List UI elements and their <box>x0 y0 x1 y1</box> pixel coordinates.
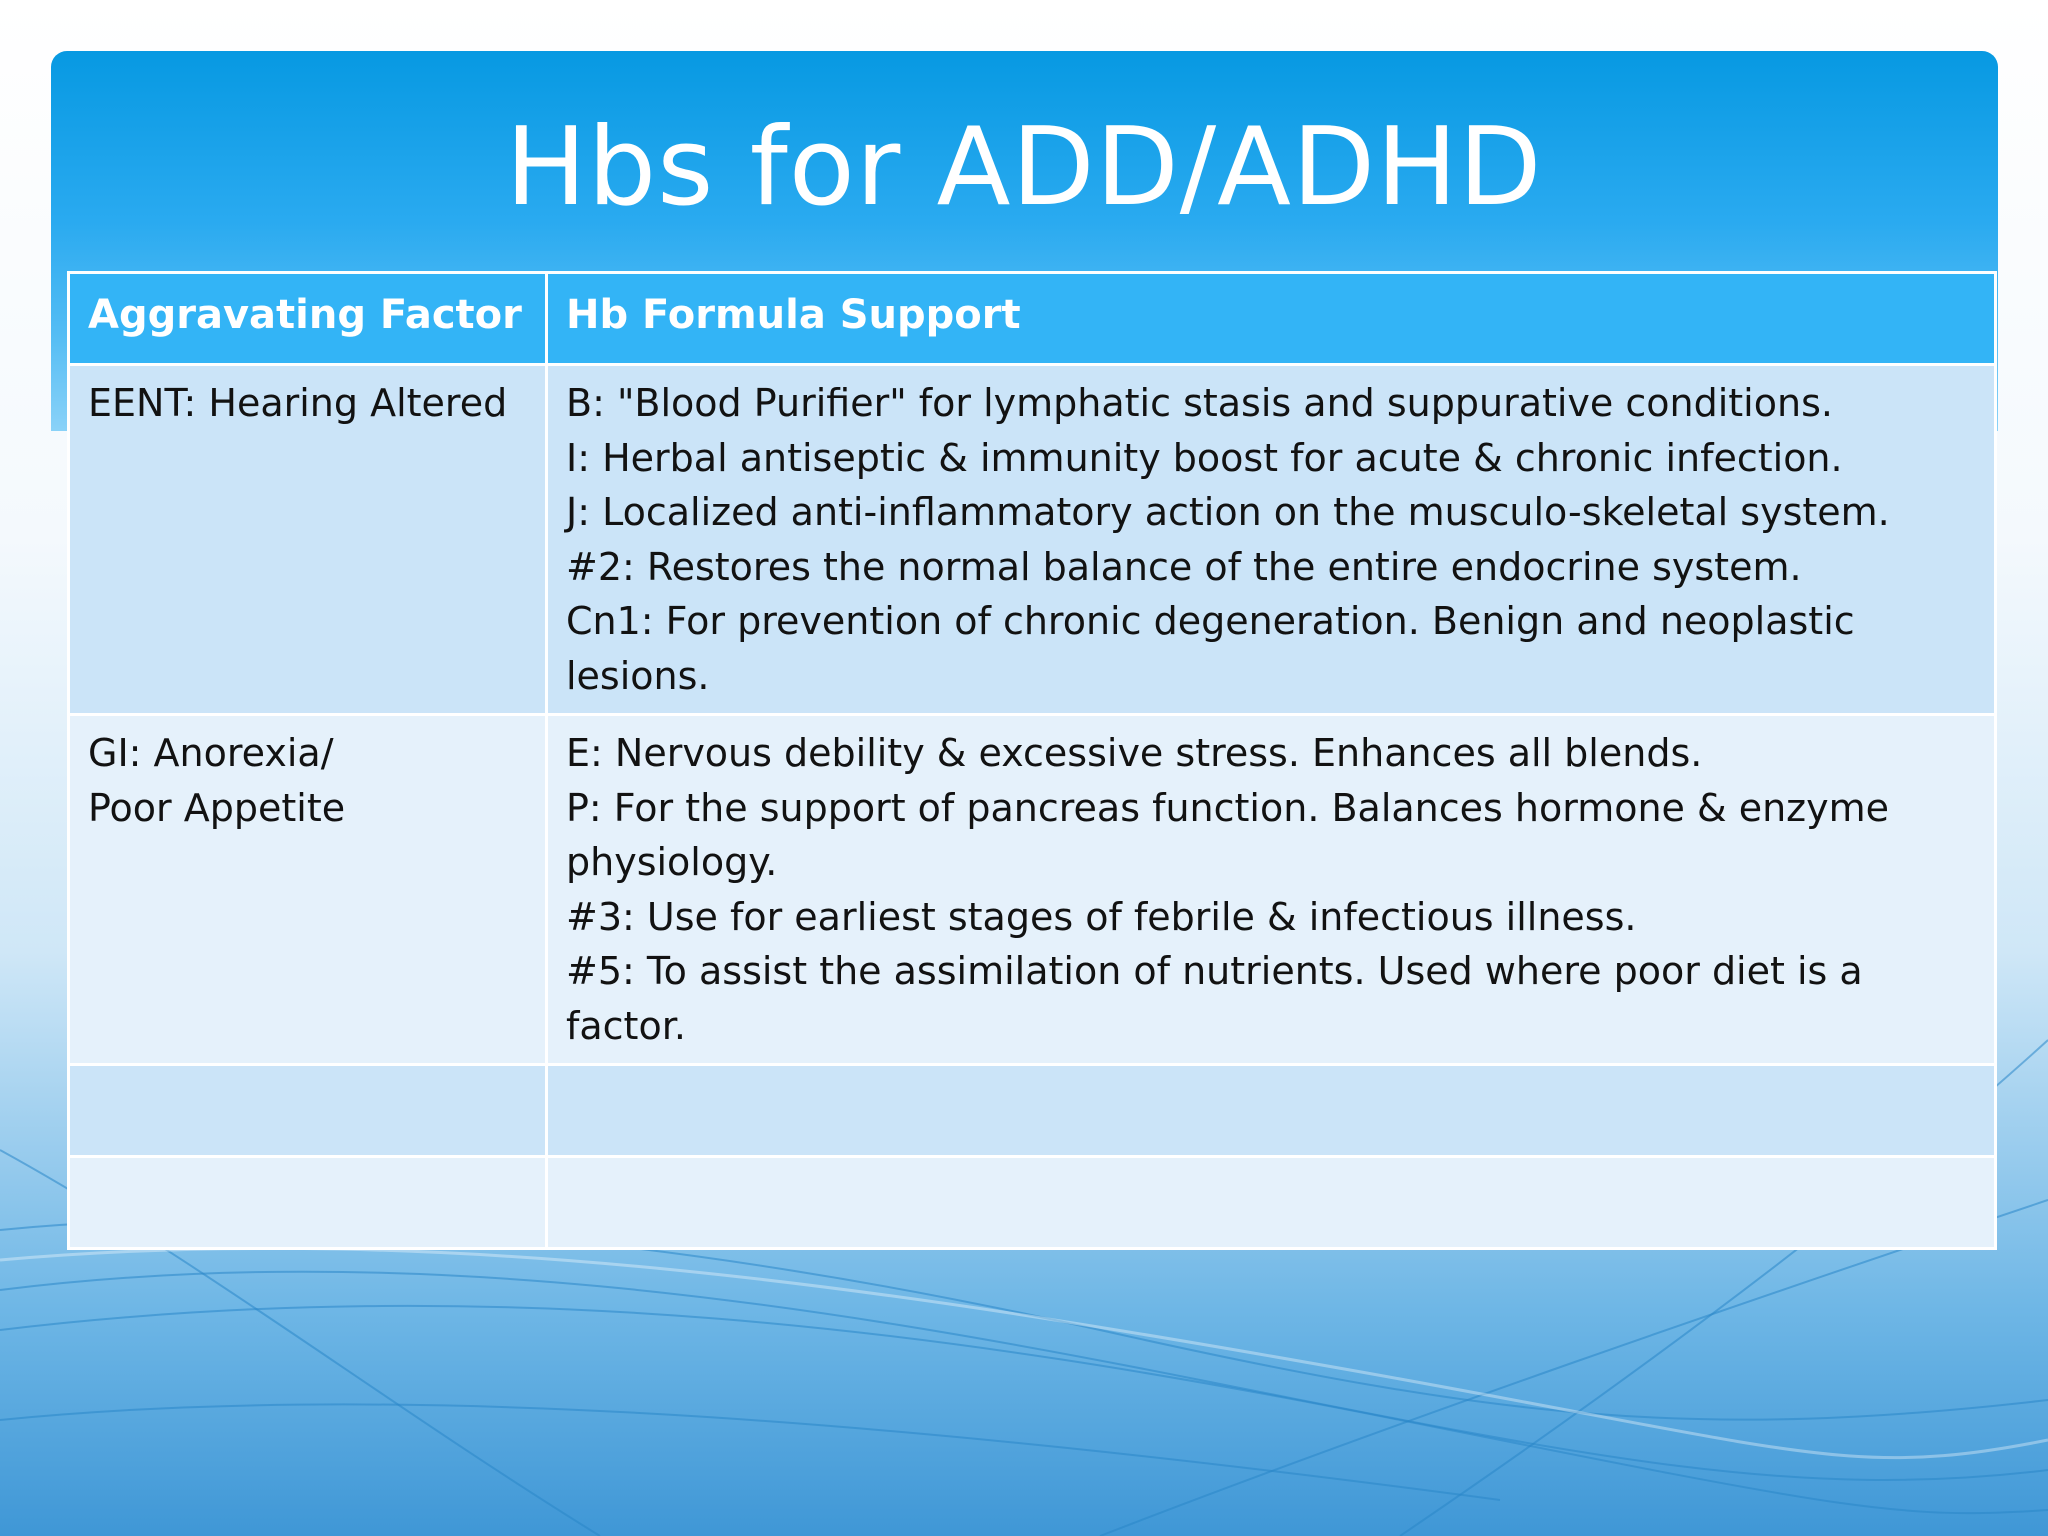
support-text: #2: Restores the normal balance of the entire endocrine system. <box>566 544 1802 589</box>
factor-text: GI: Anorexia/ <box>88 731 334 775</box>
factor-text: EENT: Hearing Altered <box>88 381 508 425</box>
header-formula-support: Hb Formula Support <box>547 273 1996 365</box>
slide-title: Hbs for ADD/ADHD <box>505 105 1543 230</box>
support-text: physiology. <box>566 840 778 884</box>
support-text: P: For the support of pancreas function. Balances hormone & enzyme <box>566 785 1890 830</box>
factor-cell <box>69 1157 547 1249</box>
table-row <box>69 1065 1996 1157</box>
factor-cell <box>69 715 547 1065</box>
table-header-row <box>69 273 1996 365</box>
support-text: factor. <box>566 1003 686 1048</box>
table-row <box>69 1157 1996 1249</box>
factor-cell <box>69 1065 547 1157</box>
support-cell <box>547 1157 1996 1249</box>
table-row <box>69 365 1996 715</box>
support-text: E: Nervous debility & excessive stress. Enhances all blends. <box>566 731 1703 775</box>
support-text: Cn1: For prevention of chronic degeneration. Benign and neoplastic <box>566 599 1855 643</box>
factor-text: Poor Appetite <box>88 785 346 830</box>
support-text: I: Herbal antiseptic & immunity boost for acute & chronic infection. <box>566 435 1843 480</box>
formula-table <box>67 271 1997 1250</box>
support-cell <box>547 365 1996 715</box>
support-text: J: Localized anti-inflammatory action on the musculo-skeletal system. <box>566 490 1890 534</box>
table-row <box>69 715 1996 1065</box>
factor-cell <box>69 365 547 715</box>
support-text: #3: Use for earliest stages of febrile & infectious illness. <box>566 894 1637 939</box>
support-text: lesions. <box>566 653 710 698</box>
support-text: B: "Blood Purifier" for lymphatic stasis and suppurative conditions. <box>566 381 1833 425</box>
header-aggravating-factor: Aggravating Factor <box>69 273 547 365</box>
support-text: #5: To assist the assimilation of nutrients. Used where poor diet is a <box>566 949 1863 993</box>
support-cell <box>547 1065 1996 1157</box>
support-cell <box>547 715 1996 1065</box>
